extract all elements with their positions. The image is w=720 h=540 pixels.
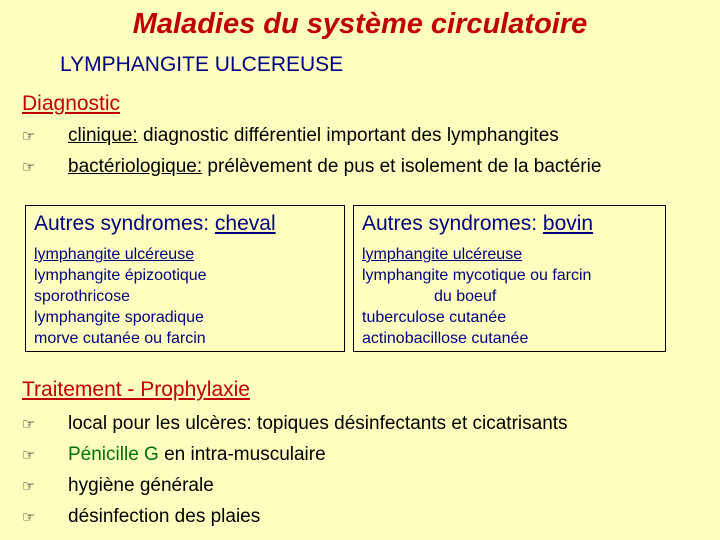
box-title	[362, 212, 657, 236]
pointing-hand-icon: ☞	[22, 416, 36, 433]
box-title-prefix: Autres syndromes:	[34, 212, 215, 235]
box-line: tuberculose cutanée	[362, 309, 507, 326]
box-line: actinobacillose cutanée	[362, 330, 529, 347]
page-subtitle: LYMPHANGITE ULCEREUSE	[60, 53, 344, 76]
traitement-item	[22, 506, 712, 528]
pointing-hand-icon: ☞	[22, 447, 36, 464]
box-line: sporothricose	[34, 288, 131, 305]
box-title	[34, 212, 336, 236]
box-line: lymphangite sporadique	[34, 309, 204, 326]
traitement-item	[22, 413, 712, 435]
pointing-hand-icon: ☞	[22, 478, 36, 495]
page-title: Maladies du système circulatoire	[132, 8, 588, 40]
box-line: lymphangite ulcéreuse	[362, 246, 523, 263]
traitement-heading: Traitement - Prophylaxie	[22, 378, 250, 401]
box-line: lymphangite ulcéreuse	[34, 246, 195, 263]
pointing-hand-icon: ☞	[22, 128, 36, 145]
box-line: du boeuf	[434, 288, 497, 305]
box-line: morve cutanée ou farcin	[34, 330, 206, 347]
pointing-hand-icon: ☞	[22, 509, 36, 526]
box-title-species: cheval	[214, 212, 276, 235]
traitement-text: en intra-musculaire	[158, 444, 326, 465]
traitement-item	[22, 444, 712, 466]
traitement-item	[22, 475, 712, 497]
diagnostic-label: clinique:	[68, 125, 138, 146]
diagnostic-text: diagnostic différentiel important des lymphangites	[137, 125, 559, 146]
cheval-syndromes-box	[25, 205, 345, 352]
traitement-text: hygiène générale	[68, 475, 214, 496]
diagnostic-item-bacteriologique	[22, 156, 712, 178]
bovin-syndromes-box	[353, 205, 666, 352]
box-line: lymphangite mycotique ou farcin	[362, 267, 592, 284]
diagnostic-item-clinique	[22, 125, 712, 147]
pointing-hand-icon: ☞	[22, 159, 36, 176]
diagnostic-heading: Diagnostic	[22, 92, 121, 115]
diagnostic-label: bactériologique:	[68, 156, 203, 177]
box-title-species: bovin	[542, 212, 594, 235]
box-title-prefix: Autres syndromes:	[362, 212, 543, 235]
traitement-text: local pour les ulcères: topiques désinfectants et cicatrisants	[68, 413, 568, 434]
traitement-text: désinfection des plaies	[68, 506, 261, 527]
drug-name: Pénicille G	[68, 444, 159, 465]
diagnostic-text: prélèvement de pus et isolement de la bactérie	[202, 156, 602, 177]
box-line: lymphangite épizootique	[34, 267, 207, 284]
